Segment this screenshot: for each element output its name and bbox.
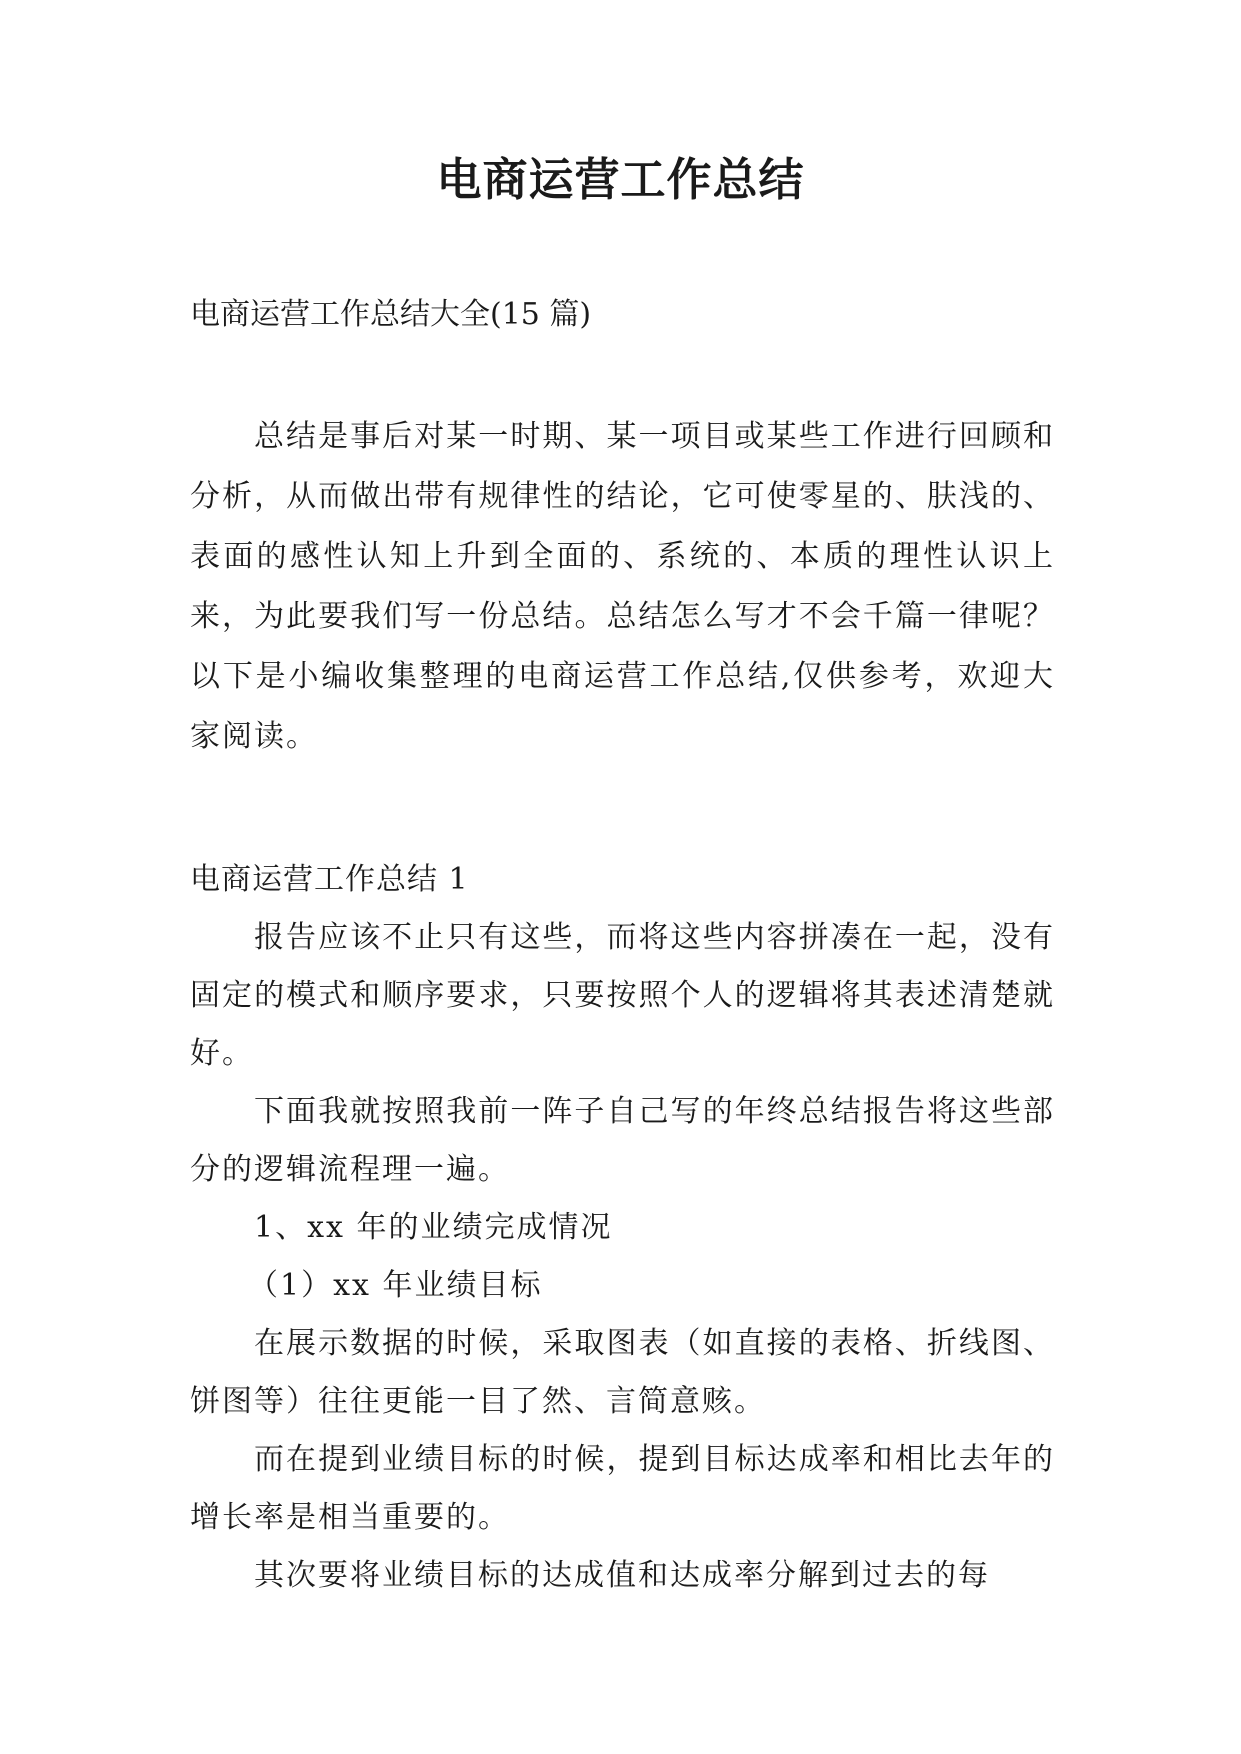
section-heading: 电商运营工作总结 1: [190, 862, 469, 897]
document-title: 电商运营工作总结: [436, 153, 805, 206]
paragraph: 下面我就按照我前一阵子自己写的年终总结报告将这些部分的逻辑流程理一遍。: [190, 1094, 1055, 1187]
list-subheading: （1）xx 年业绩目标: [248, 1268, 543, 1303]
document-subtitle: 电商运营工作总结大全(15 篇): [190, 297, 592, 332]
section-1: [190, 851, 1055, 1605]
paragraph: 在展示数据的时候，采取图表（如直接的表格、折线图、饼图等）往往更能一目了然、言简意赅。: [190, 1326, 1055, 1419]
intro-block: [190, 407, 1055, 767]
paragraph: 报告应该不止只有这些，而将这些内容拼凑在一起，没有固定的模式和顺序要求，只要按照个人的逻辑将其表述清楚就好。: [190, 920, 1055, 1071]
intro-paragraph: 总结是事后对某一时期、某一项目或某些工作进行回顾和分析，从而做出带有规律性的结论，它可使零星的、肤浅的、表面的感性认知上升到全面的、系统的、本质的理性认识上来，为此要我们写一份总结。总结怎么写才不会千篇一律呢？以下是小编收集整理的电商运营工作总结,仅供参考，欢迎大家阅读。: [190, 419, 1055, 754]
paragraph: 其次要将业绩目标的达成值和达成率分解到过去的每: [254, 1558, 990, 1593]
paragraph: 而在提到业绩目标的时候，提到目标达成率和相比去年的增长率是相当重要的。: [190, 1442, 1055, 1535]
list-heading: 1、xx 年的业绩完成情况: [254, 1210, 613, 1245]
